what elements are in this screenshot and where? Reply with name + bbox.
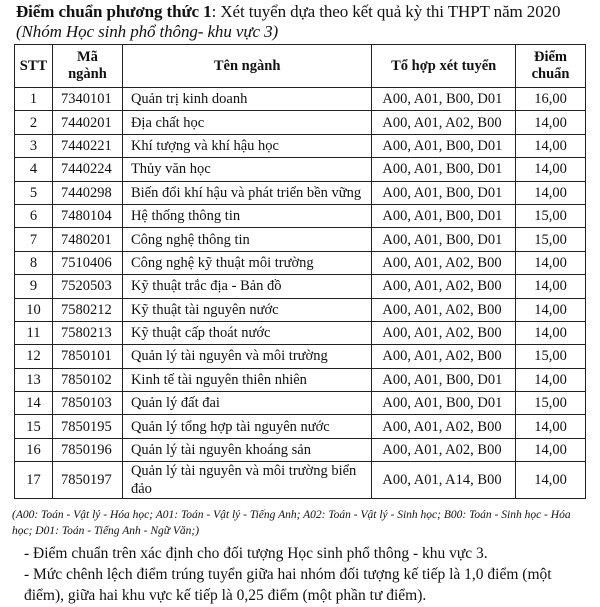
table-row bbox=[15, 181, 586, 204]
row-major-name: Địa chất học bbox=[122, 111, 371, 134]
row-stt: 3 bbox=[15, 134, 53, 157]
row-score: 14,00 bbox=[516, 415, 586, 438]
row-score: 16,00 bbox=[516, 88, 586, 111]
row-score: 14,00 bbox=[516, 368, 586, 391]
row-code: 7440298 bbox=[52, 181, 122, 204]
header-score: Điểm chuẩn bbox=[516, 45, 586, 88]
row-code: 7850196 bbox=[52, 438, 122, 461]
row-combination: A00, A01, A02, B00 bbox=[372, 415, 516, 438]
row-code: 7580212 bbox=[52, 298, 122, 321]
table-row bbox=[15, 415, 586, 438]
note-bullet-1: - Điểm chuẩn trên xác định cho đối tượng Học sinh phổ thông - khu vực 3. bbox=[24, 545, 488, 562]
row-code: 7440224 bbox=[52, 158, 122, 181]
table-row bbox=[15, 88, 586, 111]
row-combination: A00, A01, B00, D01 bbox=[372, 181, 516, 204]
heading-text: : Xét tuyển dựa theo kết quả kỳ thi THPT năm 2020 bbox=[211, 2, 561, 21]
row-stt: 10 bbox=[15, 298, 53, 321]
page-heading bbox=[16, 2, 591, 42]
notes-list bbox=[24, 543, 594, 606]
row-stt: 4 bbox=[15, 158, 53, 181]
row-score: 15,00 bbox=[516, 204, 586, 227]
row-major-name: Kỹ thuật trắc địa - Bản đồ bbox=[122, 275, 371, 298]
row-code: 7850102 bbox=[52, 368, 122, 391]
table-row bbox=[15, 228, 586, 251]
table-row bbox=[15, 462, 586, 499]
row-score: 14,00 bbox=[516, 251, 586, 274]
row-major-name: Quản lý tổng hợp tài nguyên nước bbox=[122, 415, 371, 438]
row-code: 7510406 bbox=[52, 251, 122, 274]
row-major-name: Biến đổi khí hậu và phát triển bền vững bbox=[122, 181, 371, 204]
row-major-name: Hệ thống thông tin bbox=[122, 204, 371, 227]
row-score: 14,00 bbox=[516, 134, 586, 157]
row-score: 14,00 bbox=[516, 321, 586, 344]
row-stt: 16 bbox=[15, 438, 53, 461]
row-stt: 17 bbox=[15, 462, 53, 499]
row-code: 7580213 bbox=[52, 321, 122, 344]
header-major: Tên ngành bbox=[122, 45, 371, 88]
row-stt: 15 bbox=[15, 415, 53, 438]
row-score: 14,00 bbox=[516, 462, 586, 499]
row-code: 7850195 bbox=[52, 415, 122, 438]
row-major-name: Công nghệ kỹ thuật môi trường bbox=[122, 251, 371, 274]
admission-scores-table bbox=[14, 44, 586, 499]
row-score: 15,00 bbox=[516, 228, 586, 251]
row-code: 7850101 bbox=[52, 345, 122, 368]
row-stt: 9 bbox=[15, 275, 53, 298]
row-stt: 14 bbox=[15, 392, 53, 415]
subject-combination-note: (A00: Toán - Vật lý - Hóa học; A01: Toán - Vật lý - Tiếng Anh; A02: Toán - Vật lý - Sinh học; B00: Toán - Sinh học - Hóa học; D01: Toán - Tiếng Anh - Ngữ Văn;) bbox=[12, 509, 571, 537]
row-stt: 13 bbox=[15, 368, 53, 391]
row-combination: A00, A01, B00, D01 bbox=[372, 228, 516, 251]
row-code: 7850197 bbox=[52, 462, 122, 499]
row-combination: A00, A01, B00, D01 bbox=[372, 392, 516, 415]
table-row bbox=[15, 111, 586, 134]
row-combination: A00, A01, B00, D01 bbox=[372, 88, 516, 111]
row-code: 7480104 bbox=[52, 204, 122, 227]
row-combination: A00, A01, A02, B00 bbox=[372, 438, 516, 461]
row-code: 7340101 bbox=[52, 88, 122, 111]
row-major-name: Công nghệ thông tin bbox=[122, 228, 371, 251]
row-major-name: Quản trị kinh doanh bbox=[122, 88, 371, 111]
row-score: 14,00 bbox=[516, 438, 586, 461]
row-score: 15,00 bbox=[516, 392, 586, 415]
row-major-name: Thủy văn học bbox=[122, 158, 371, 181]
row-major-name: Kỹ thuật cấp thoát nước bbox=[122, 321, 371, 344]
row-code: 7440201 bbox=[52, 111, 122, 134]
header-stt: STT bbox=[15, 45, 53, 88]
row-combination: A00, A01, A02, B00 bbox=[372, 345, 516, 368]
heading-italic: (Nhóm Học sinh phổ thông- khu vực 3) bbox=[16, 22, 279, 41]
row-major-name: Quản lý tài nguyên và môi trường bbox=[122, 345, 371, 368]
row-combination: A00, A01, A14, B00 bbox=[372, 462, 516, 499]
row-combination: A00, A01, A02, B00 bbox=[372, 251, 516, 274]
table-body bbox=[15, 88, 586, 499]
row-stt: 7 bbox=[15, 228, 53, 251]
row-major-name: Khí tượng và khí hậu học bbox=[122, 134, 371, 157]
table-row bbox=[15, 158, 586, 181]
table-row bbox=[15, 251, 586, 274]
heading-bold: Điểm chuẩn phương thức 1 bbox=[16, 2, 212, 21]
row-combination: A00, A01, A02, B00 bbox=[372, 111, 516, 134]
table-row bbox=[15, 275, 586, 298]
row-combination: A00, A01, A02, B00 bbox=[372, 275, 516, 298]
row-stt: 11 bbox=[15, 321, 53, 344]
row-score: 14,00 bbox=[516, 111, 586, 134]
row-combination: A00, A01, A02, B00 bbox=[372, 298, 516, 321]
table-row bbox=[15, 321, 586, 344]
row-combination: A00, A01, B00, D01 bbox=[372, 134, 516, 157]
row-major-name: Kỹ thuật tài nguyên nước bbox=[122, 298, 371, 321]
row-stt: 1 bbox=[15, 88, 53, 111]
row-stt: 6 bbox=[15, 204, 53, 227]
row-code: 7480201 bbox=[52, 228, 122, 251]
row-score: 14,00 bbox=[516, 298, 586, 321]
header-combination: Tổ hợp xét tuyển bbox=[372, 45, 516, 88]
row-stt: 12 bbox=[15, 345, 53, 368]
row-score: 14,00 bbox=[516, 275, 586, 298]
header-code: Mã ngành bbox=[52, 45, 122, 88]
table-row bbox=[15, 345, 586, 368]
row-code: 7440221 bbox=[52, 134, 122, 157]
note-bullet-2: - Mức chênh lệch điểm trúng tuyển giữa hai nhóm đối tượng kế tiếp là 1,0 điểm (một điểm), giữa hai khu vực kế tiếp là 0,25 điểm (một phần tư điểm). bbox=[24, 566, 552, 604]
row-stt: 2 bbox=[15, 111, 53, 134]
row-major-name: Quản lý tài nguyên và môi trường biển đảo bbox=[122, 462, 371, 499]
row-code: 7850103 bbox=[52, 392, 122, 415]
row-stt: 8 bbox=[15, 251, 53, 274]
row-major-name: Quản lý tài nguyên khoáng sản bbox=[122, 438, 371, 461]
table-row bbox=[15, 298, 586, 321]
table-row bbox=[15, 392, 586, 415]
row-score: 14,00 bbox=[516, 158, 586, 181]
row-combination: A00, A01, B00, D01 bbox=[372, 368, 516, 391]
row-combination: A00, A01, B00, D01 bbox=[372, 204, 516, 227]
row-score: 15,00 bbox=[516, 345, 586, 368]
row-combination: A00, A01, A02, B00 bbox=[372, 321, 516, 344]
row-stt: 5 bbox=[15, 181, 53, 204]
row-code: 7520503 bbox=[52, 275, 122, 298]
table-header-row bbox=[15, 45, 586, 88]
row-combination: A00, A01, B00, D01 bbox=[372, 158, 516, 181]
row-score: 14,00 bbox=[516, 181, 586, 204]
table-row bbox=[15, 204, 586, 227]
table-row bbox=[15, 134, 586, 157]
row-major-name: Kinh tế tài nguyên thiên nhiên bbox=[122, 368, 371, 391]
table-row bbox=[15, 438, 586, 461]
row-major-name: Quản lý đất đai bbox=[122, 392, 371, 415]
table-row bbox=[15, 368, 586, 391]
